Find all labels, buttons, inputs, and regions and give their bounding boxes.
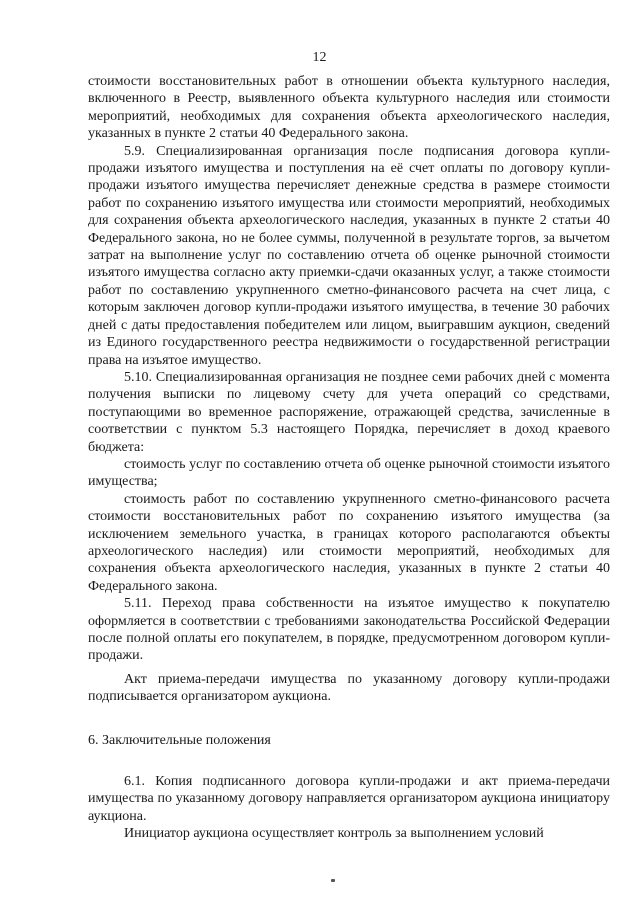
paragraph-5-11: 5.11. Переход права собственности на изъятое имущество к покупателю оформляется в соответствии с требованиями законодательства Российской Федерации после полной оплаты его покупателем, в порядке, предусмотренном договором купли-продажи. xyxy=(88,596,610,664)
page-number: 12 xyxy=(312,50,327,65)
paragraph-initiator-control: Инициатор аукциона осуществляет контроль за выполнением условий xyxy=(124,826,544,842)
paragraph-5-9: 5.9. Специализированная организация после подписания договора купли-продажи изъятого имущества и поступления на её счет оплаты по договору купли-продажи изъятого имущества перечисляет денежные средства в размере стоимости работ по сохранению изъятого имущества или стоимости мероприятий, необходимых для сохранения объекта археологического наследия, указанных в пункте 2 статьи 40 Федерального закона, но не более суммы, полученной в результате торгов, за вычетом затрат на выполнение услуг по составлению отчета об оценке рыночной стоимости изъятого имущества согласно акту приемки-сдачи оказанных услуг, а также стоимости работ по составлению укрупненного сметно-финансового расчета на счет лица, с которым заключен договор купли-продажи изъятого имущества, в течение 30 рабочих дней с даты предоставления победителем или лицом, выигравшим аукцион, сведений из Единого государственного реестра недвижимости о государственной регистрации права на изъятое имущество. xyxy=(88,143,610,368)
scan-artifact-dot xyxy=(331,879,335,882)
section-heading: 6. Заключительные положения xyxy=(88,732,271,748)
document-body xyxy=(88,73,610,843)
paragraph-5-10: 5.10. Специализированная организация не позднее семи рабочих дней с момента получения выписки по лицевому счету для учета операций со средствами, поступающими во временное распоряжение, отражающей средства, зачисленные в соответствии с пунктом 5.3 настоящего Порядка, перечисляет в доход краевого бюджета: xyxy=(88,369,610,455)
paragraph-continuation: стоимости восстановительных работ в отношении объекта культурного наследия, включенного в Реестр, выявленного объекта культурного наследия или стоимости мероприятий, необходимых для сохранения объекта археологического наследия, указанных в пункте 2 статьи 40 Федерального закона. xyxy=(88,74,610,142)
paragraph-item-valuation-cost: стоимость услуг по составлению отчета об оценке рыночной стоимости изъятого имущества; xyxy=(88,456,610,490)
paragraph-item-estimate-cost: стоимость работ по составлению укрупненного сметно-финансового расчета стоимости восстановительных работ по сохранению изъятого имущества (за исключением земельного участка, в границах которого располагаются объекты археологического наследия) или стоимости мероприятий, необходимых для сохранения объекта археологического наследия, указанных в пункте 2 статьи 40 Федерального закона. xyxy=(88,491,610,594)
paragraph-6-1: 6.1. Копия подписанного договора купли-продажи и акт приема-передачи имущества по указанному договору направляется организатором аукциона инициатору аукциона. xyxy=(88,774,610,824)
paragraph-transfer-act: Акт приема-передачи имущества по указанному договору купли-продажи подписывается организатором аукциона. xyxy=(88,671,610,705)
